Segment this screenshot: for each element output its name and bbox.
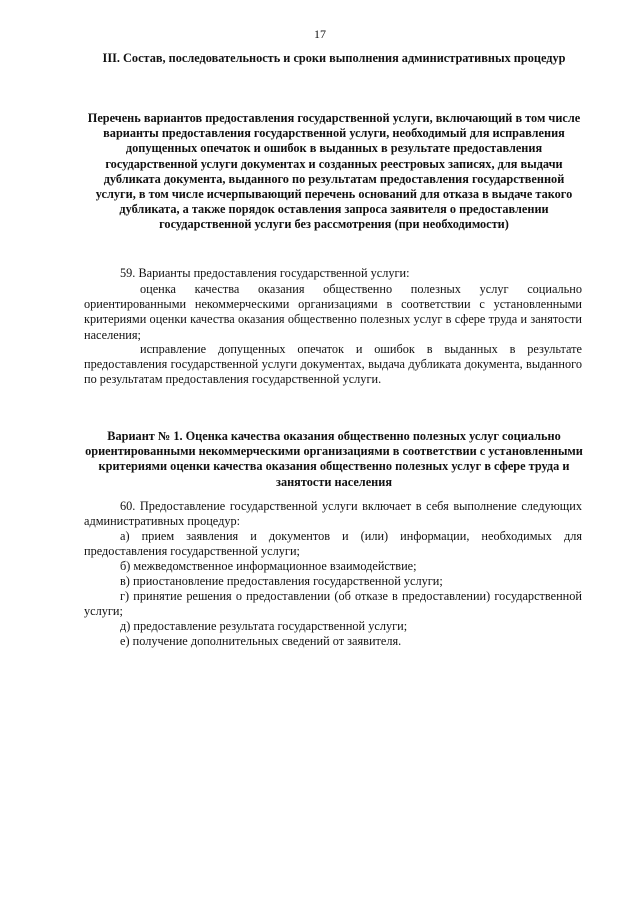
procedure-item-f: е) получение дополнительных сведений от заявителя. [120, 634, 402, 648]
paragraph-59-item-2: исправление допущенных опечаток и ошибок в выданных в результате предоставления государственной услуги документах, выдача дубликата документа, выданного по результатам предоставления государственной услуги. [84, 342, 582, 387]
paragraph-60-intro: 60. Предоставление государственной услуги включает в себя выполнение следующих административных процедур: [84, 499, 582, 529]
procedure-item-e: д) предоставление результата государственной услуги; [120, 619, 408, 633]
subheading: Перечень вариантов предоставления государственной услуги, включающий в том числе варианты предоставления государственной услуги, необходимый для исправления допущенных опечаток и ошибок в выданных в результате предоставления государственной услуги документах и созданных реестровых записях, для выдачи дубликата документа, выданного по результатам предоставления государственной услуги, в том числе исчерпывающий перечень оснований для отказа в выдаче такого дубликата, а также порядок оставления запроса заявителя о предоставлении государственной услуги без рассмотрения (при необходимости) [87, 111, 581, 232]
paragraph-59-intro: 59. Варианты предоставления государственной услуги: [120, 266, 410, 280]
procedure-item-a: а) прием заявления и документов и (или) информации, необходимых для предоставления государственной услуги; [84, 529, 582, 559]
page-number: 17 [314, 27, 326, 41]
variant-heading: Вариант № 1. Оценка качества оказания общественно полезных услуг социально ориентированными некоммерческими организациями в соответствии с установленными критериями оценки качества оказания общественно полезных услуг в сфере труда и занятости населения [85, 429, 583, 489]
procedure-item-b: б) межведомственное информационное взаимодействие; [120, 559, 417, 573]
procedure-item-d: г) принятие решения о предоставлении (об отказе в предоставлении) государственной услуги; [84, 589, 582, 619]
paragraph-59-item-1: оценка качества оказания общественно полезных услуг социально ориентированными некоммерческими организациями в соответствии с установленными критериями оценки качества оказания общественно полезных услуг в сфере труда и занятости населения; [84, 282, 582, 342]
section-heading: III. Состав, последовательность и сроки выполнения административных процедур [102, 51, 566, 65]
procedure-item-c: в) приостановление предоставления государственной услуги; [120, 574, 443, 588]
